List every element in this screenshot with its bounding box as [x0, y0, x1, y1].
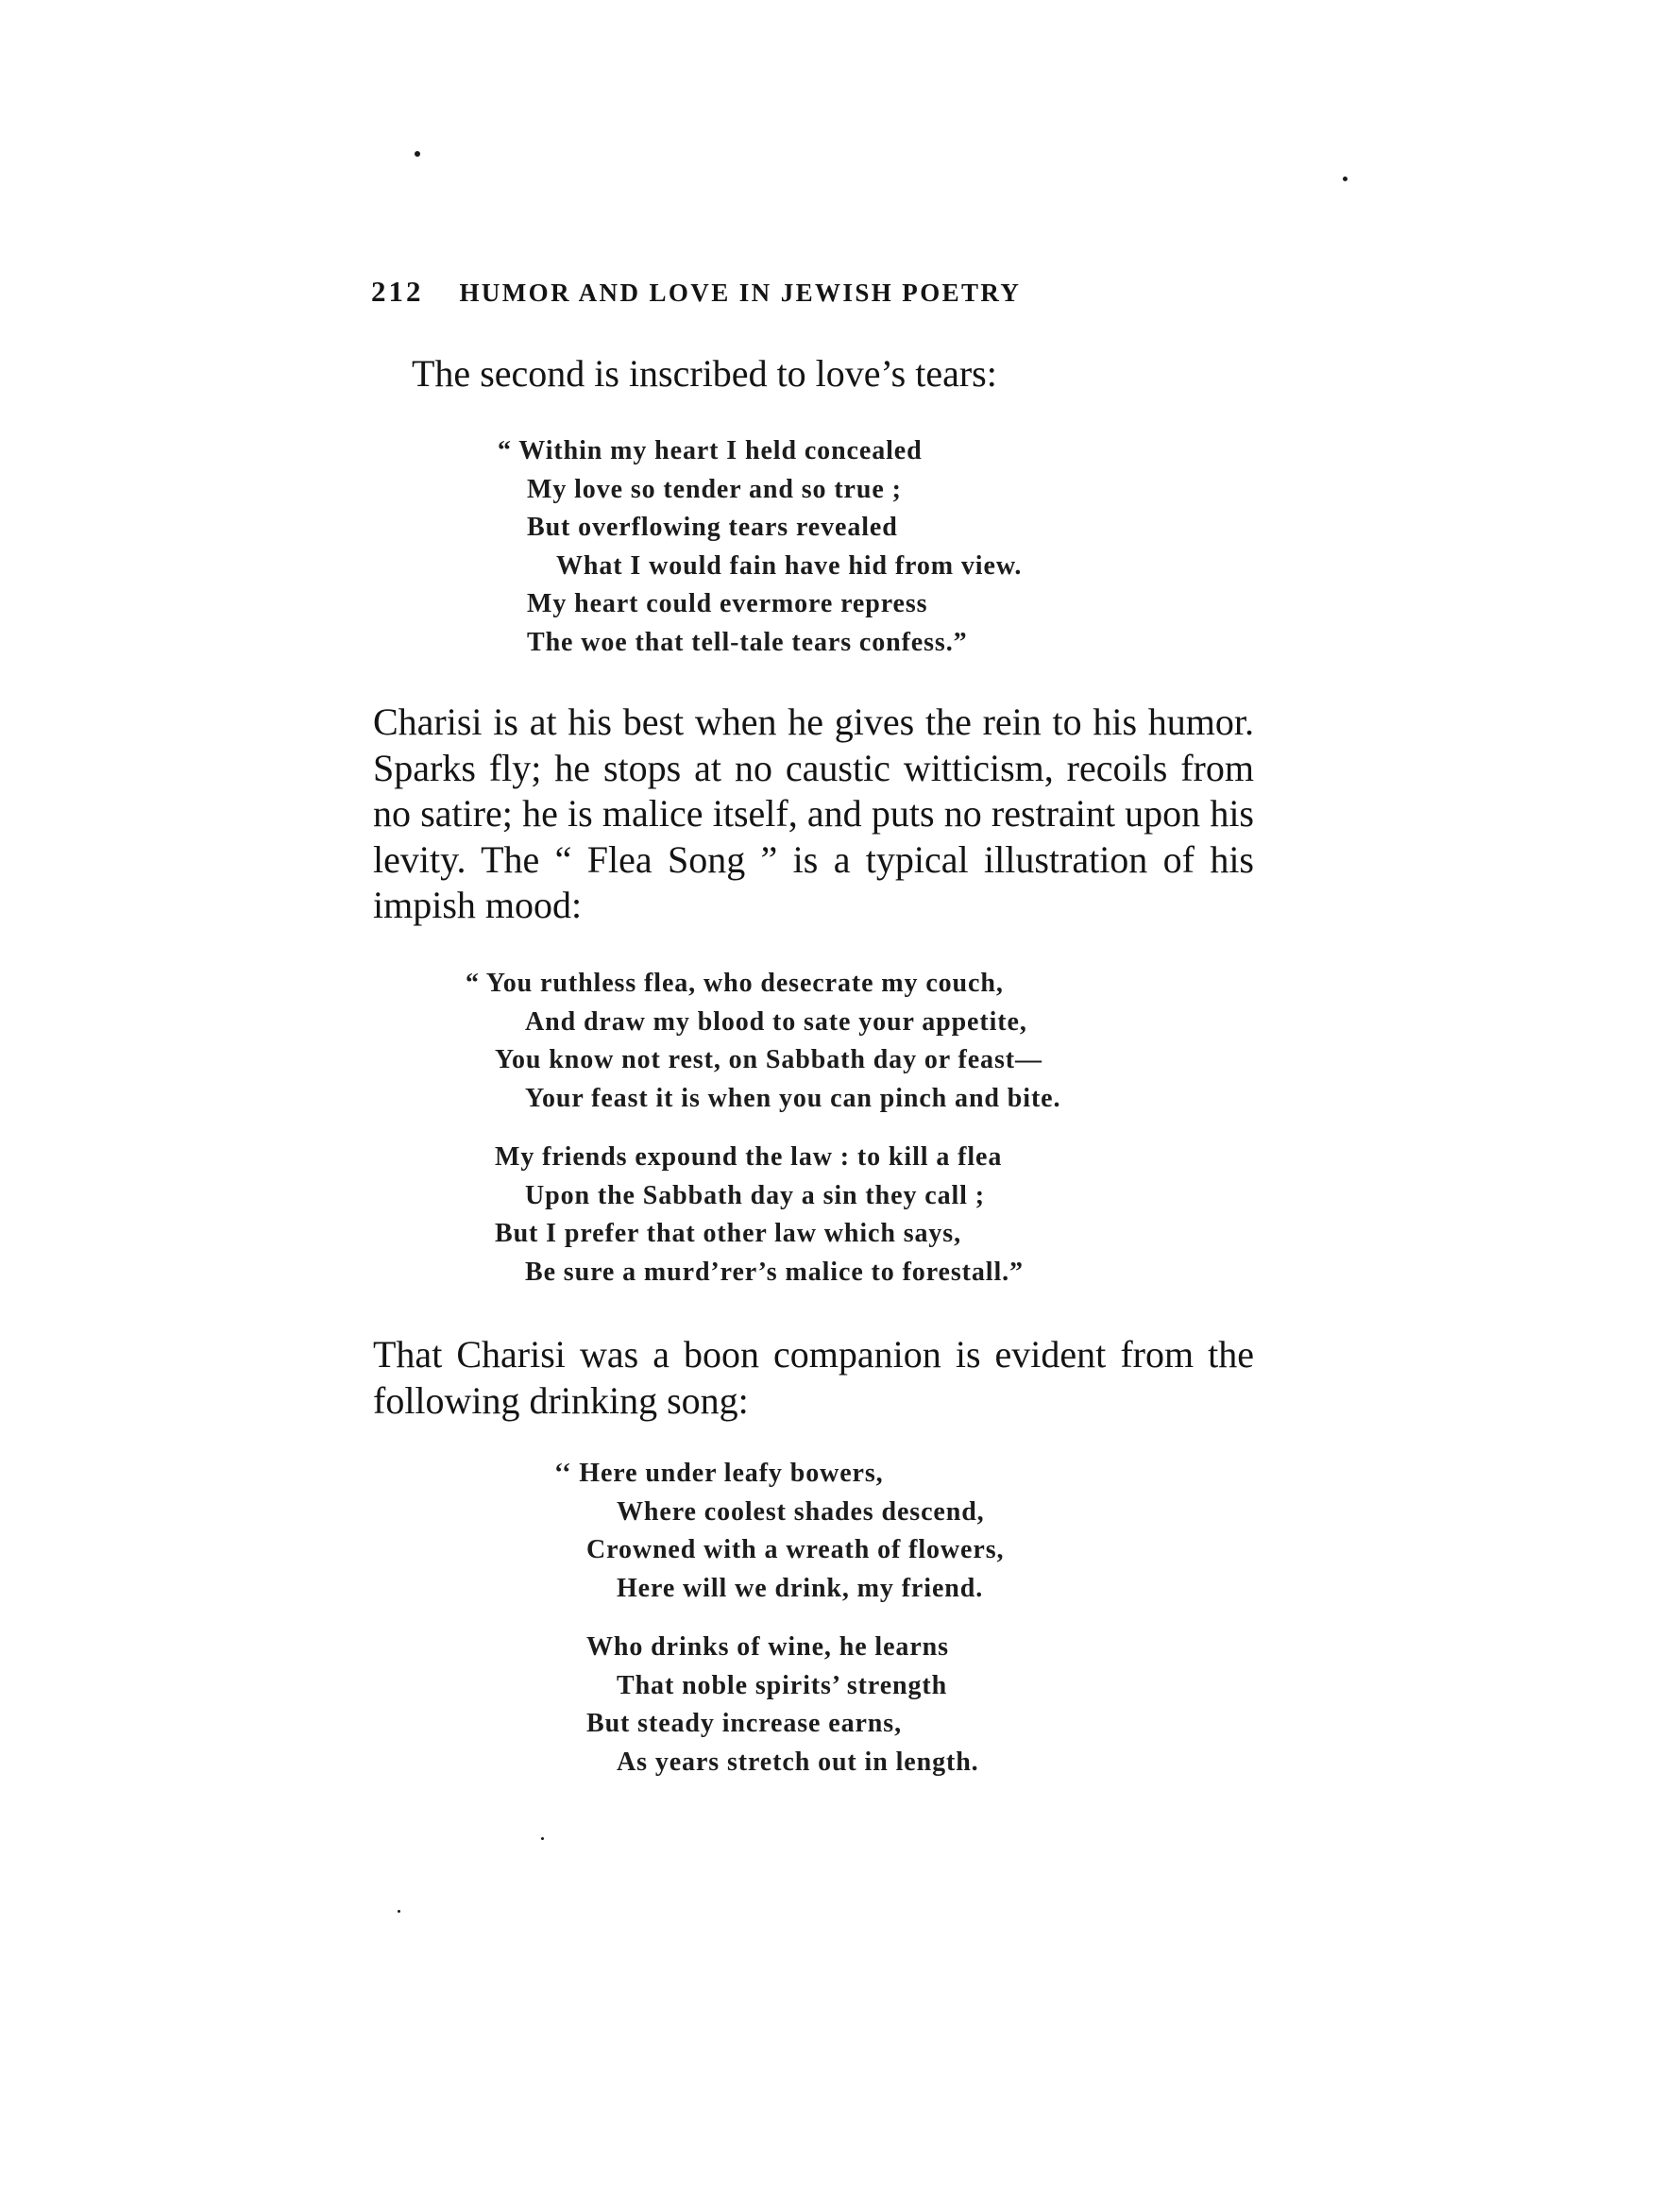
- verse-line: As years stretch out in length.: [617, 1747, 979, 1777]
- stray-ink-speck: [541, 1837, 544, 1840]
- poem-flea-song: [466, 965, 1060, 1292]
- verse-line: Your feast it is when you can pinch and bite.: [525, 1083, 1061, 1113]
- verse-line: “ You ruthless flea, who desecrate my couch,: [466, 969, 1004, 998]
- verse-line: You know not rest, on Sabbath day or feast—: [495, 1045, 1042, 1074]
- verse-line: But steady increase earns,: [586, 1709, 902, 1738]
- verse-line: Where coolest shades descend,: [617, 1496, 985, 1527]
- paragraph-charisi-humor: Charisi is at his best when he gives the rein to his humor. Sparks fly; he stops at no caustic witticism, recoils from no satire; he is malice itself, and puts no restraint upon his levity. The “ Flea Song ” is a typical illustration of his impish mood:: [373, 701, 1254, 926]
- stray-ink-speck: [1343, 177, 1347, 181]
- page-number: 212: [371, 275, 424, 308]
- verse-line: Here will we drink, my friend.: [617, 1573, 984, 1603]
- verse-line: Upon the Sabbath day a sin they call ;: [525, 1180, 985, 1210]
- verse-line: But overflowing tears revealed: [527, 513, 898, 542]
- running-head-title: HUMOR AND LOVE IN JEWISH POETRY: [459, 279, 1022, 307]
- poem-drinking-song: [554, 1455, 1004, 1781]
- stanza-gap: [554, 1608, 1004, 1629]
- verse-line: “ Within my heart I held concealed: [498, 436, 923, 465]
- verse-line: Who drinks of wine, he learns: [586, 1632, 949, 1662]
- verse-line: That noble spirits’ strength: [617, 1670, 948, 1700]
- running-head: [371, 275, 1145, 309]
- paragraph-boon-companion: That Charisi was a boon companion is evident from the following drinking song:: [373, 1333, 1254, 1422]
- verse-line: Crowned with a wreath of flowers,: [586, 1535, 1005, 1564]
- verse-line: ‘‘ Here under leafy bowers,: [554, 1459, 884, 1488]
- verse-line: And draw my blood to sate your appetite,: [525, 1006, 1027, 1037]
- paragraph-intro-tears: The second is inscribed to love’s tears:: [412, 352, 997, 395]
- stanza-gap: [466, 1118, 1060, 1139]
- verse-line: What I would fain have hid from view.: [556, 550, 1023, 581]
- stray-ink-speck: [398, 1910, 400, 1913]
- verse-line: Be sure a murd’rer’s malice to forestall.”: [525, 1257, 1024, 1287]
- verse-line: My love so tender and so true ;: [527, 474, 902, 504]
- verse-line: But I prefer that other law which says,: [495, 1219, 961, 1248]
- verse-line: The woe that tell-tale tears confess.”: [527, 627, 968, 657]
- verse-line: My friends expound the law : to kill a flea: [495, 1142, 1003, 1172]
- stray-ink-speck: [415, 151, 420, 157]
- verse-line: My heart could evermore repress: [527, 589, 928, 618]
- poem-love-tears: [498, 432, 1022, 662]
